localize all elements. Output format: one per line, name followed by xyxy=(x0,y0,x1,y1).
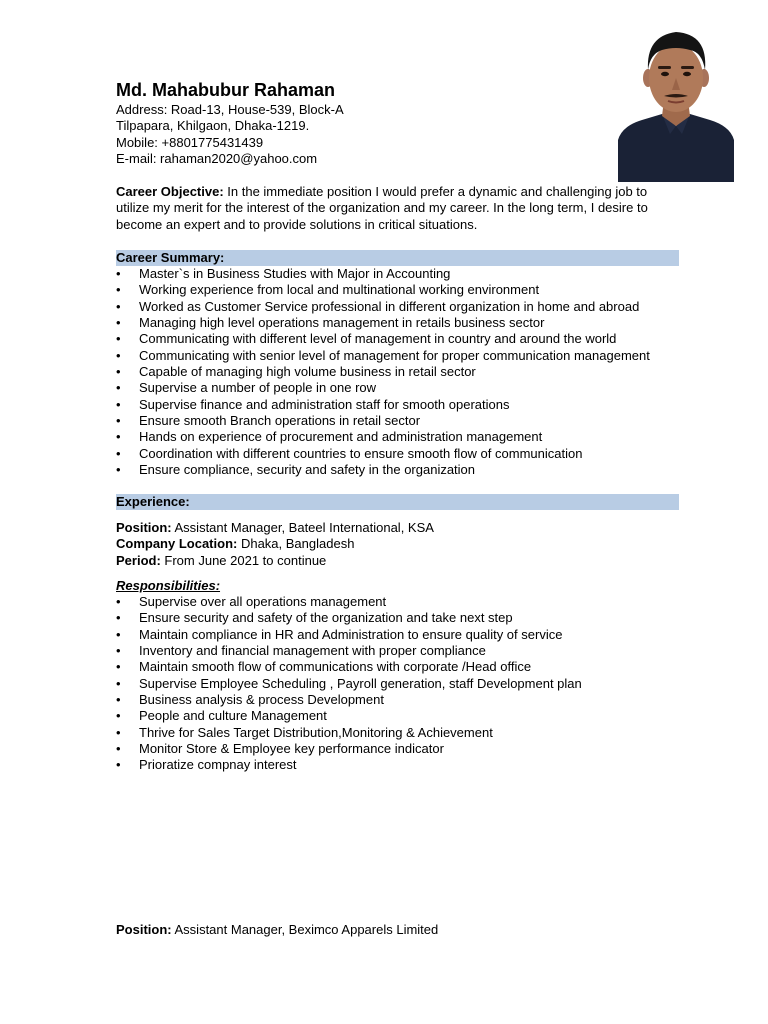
bullet-icon: • xyxy=(116,380,121,396)
email-line: E-mail: rahaman2020@yahoo.com xyxy=(116,151,318,167)
list-item: • Thrive for Sales Target Distribution,Monitoring & Achievement xyxy=(116,724,493,740)
bullet-icon: • xyxy=(116,741,121,757)
list-item: • Supervise Employee Scheduling , Payroll generation, staff Development plan xyxy=(116,675,582,691)
address-line-2: Tilpapara, Khilgaon, Dhaka-1219. xyxy=(116,118,310,134)
career-objective-text: In the immediate position I would prefer a dynamic and challenging job to utilize my merit for the interest of the organization and my career. In the long term, I desire to become an expert and to provide solutions in critical situations. xyxy=(116,184,648,232)
bullet-icon: • xyxy=(116,659,121,675)
list-item: • Inventory and financial management with proper compliance xyxy=(116,643,486,659)
list-item: • Master`s in Business Studies with Major in Accounting xyxy=(116,266,451,281)
bullet-icon: • xyxy=(116,626,121,642)
bullet-icon: • xyxy=(116,331,121,347)
list-item: • Capable of managing high volume business in retail sector xyxy=(116,364,476,380)
list-item: • Supervise over all operations management xyxy=(116,594,387,609)
bullet-icon: • xyxy=(116,708,121,724)
job-1-details xyxy=(116,520,434,569)
bullet-icon: • xyxy=(116,594,121,609)
bullet-icon: • xyxy=(116,413,121,429)
list-item: • Ensure compliance, security and safety in the organization xyxy=(116,462,476,478)
bullet-icon: • xyxy=(116,610,121,626)
bullet-icon: • xyxy=(116,364,121,380)
job-1-position: Position: Assistant Manager, Bateel International, KSA xyxy=(116,520,434,535)
address-line-1: Address: Road-13, House-539, Block-A xyxy=(116,102,344,117)
list-item: • Maintain smooth flow of communications with corporate /Head office xyxy=(116,659,532,675)
list-item: • Managing high level operations management in retails business sector xyxy=(116,315,545,331)
bullet-icon: • xyxy=(116,347,121,363)
career-summary-list xyxy=(116,266,650,478)
list-item: • Ensure security and safety of the organization and take next step xyxy=(116,610,513,626)
bullet-icon: • xyxy=(116,462,121,478)
list-item: • Supervise a number of people in one row xyxy=(116,380,377,396)
bullet-icon: • xyxy=(116,445,121,461)
list-item: • Communicating with senior level of management for proper communication management xyxy=(116,347,650,363)
job-2-position: Position: Assistant Manager, Beximco Apparels Limited xyxy=(116,922,439,937)
list-item: • Monitor Store & Employee key performance indicator xyxy=(116,741,444,757)
bullet-icon: • xyxy=(116,675,121,691)
list-item: • Working experience from local and multinational working environment xyxy=(116,282,540,298)
bullet-icon: • xyxy=(116,757,121,773)
list-item: • People and culture Management xyxy=(116,708,327,724)
job-1-period: Period: From June 2021 to continue xyxy=(116,552,327,568)
mobile-line: Mobile: +8801775431439 xyxy=(116,134,264,150)
career-objective-label: Career Objective: xyxy=(116,184,224,199)
list-item: • Prioratize compnay interest xyxy=(116,757,297,773)
contact-block xyxy=(116,102,344,168)
responsibilities-heading: Responsibilities: xyxy=(116,578,221,593)
job-1-location: Company Location: Dhaka, Bangladesh xyxy=(116,536,355,552)
profile-photo-image xyxy=(618,22,734,182)
applicant-name: Md. Mahabubur Rahaman xyxy=(116,80,336,100)
list-item: • Worked as Customer Service professional in different organization in home and abroad xyxy=(116,298,640,314)
job-2-details xyxy=(116,922,438,938)
bullet-icon: • xyxy=(116,692,121,708)
list-item: • Maintain compliance in HR and Administration to ensure quality of service xyxy=(116,626,563,642)
list-item: • Business analysis & process Development xyxy=(116,692,384,708)
list-item: • Hands on experience of procurement and administration management xyxy=(116,429,543,445)
list-item: • Supervise finance and administration staff for smooth operations xyxy=(116,396,510,412)
bullet-icon: • xyxy=(116,724,121,740)
list-item: • Communicating with different level of management in country and around the world xyxy=(116,331,617,347)
list-item: • Coordination with different countries to ensure smooth flow of communication xyxy=(116,445,583,461)
list-item: • Ensure smooth Branch operations in retail sector xyxy=(116,413,421,429)
bullet-icon: • xyxy=(116,266,121,281)
bullet-icon: • xyxy=(116,298,121,314)
career-objective xyxy=(116,184,676,233)
bullet-icon: • xyxy=(116,315,121,331)
bullet-icon: • xyxy=(116,396,121,412)
experience-heading: Experience: xyxy=(116,494,679,510)
bullet-icon: • xyxy=(116,429,121,445)
bullet-icon: • xyxy=(116,643,121,659)
responsibilities-list xyxy=(116,594,582,774)
profile-photo xyxy=(618,22,734,182)
career-summary-heading: Career Summary: xyxy=(116,250,679,266)
bullet-icon: • xyxy=(116,282,121,298)
